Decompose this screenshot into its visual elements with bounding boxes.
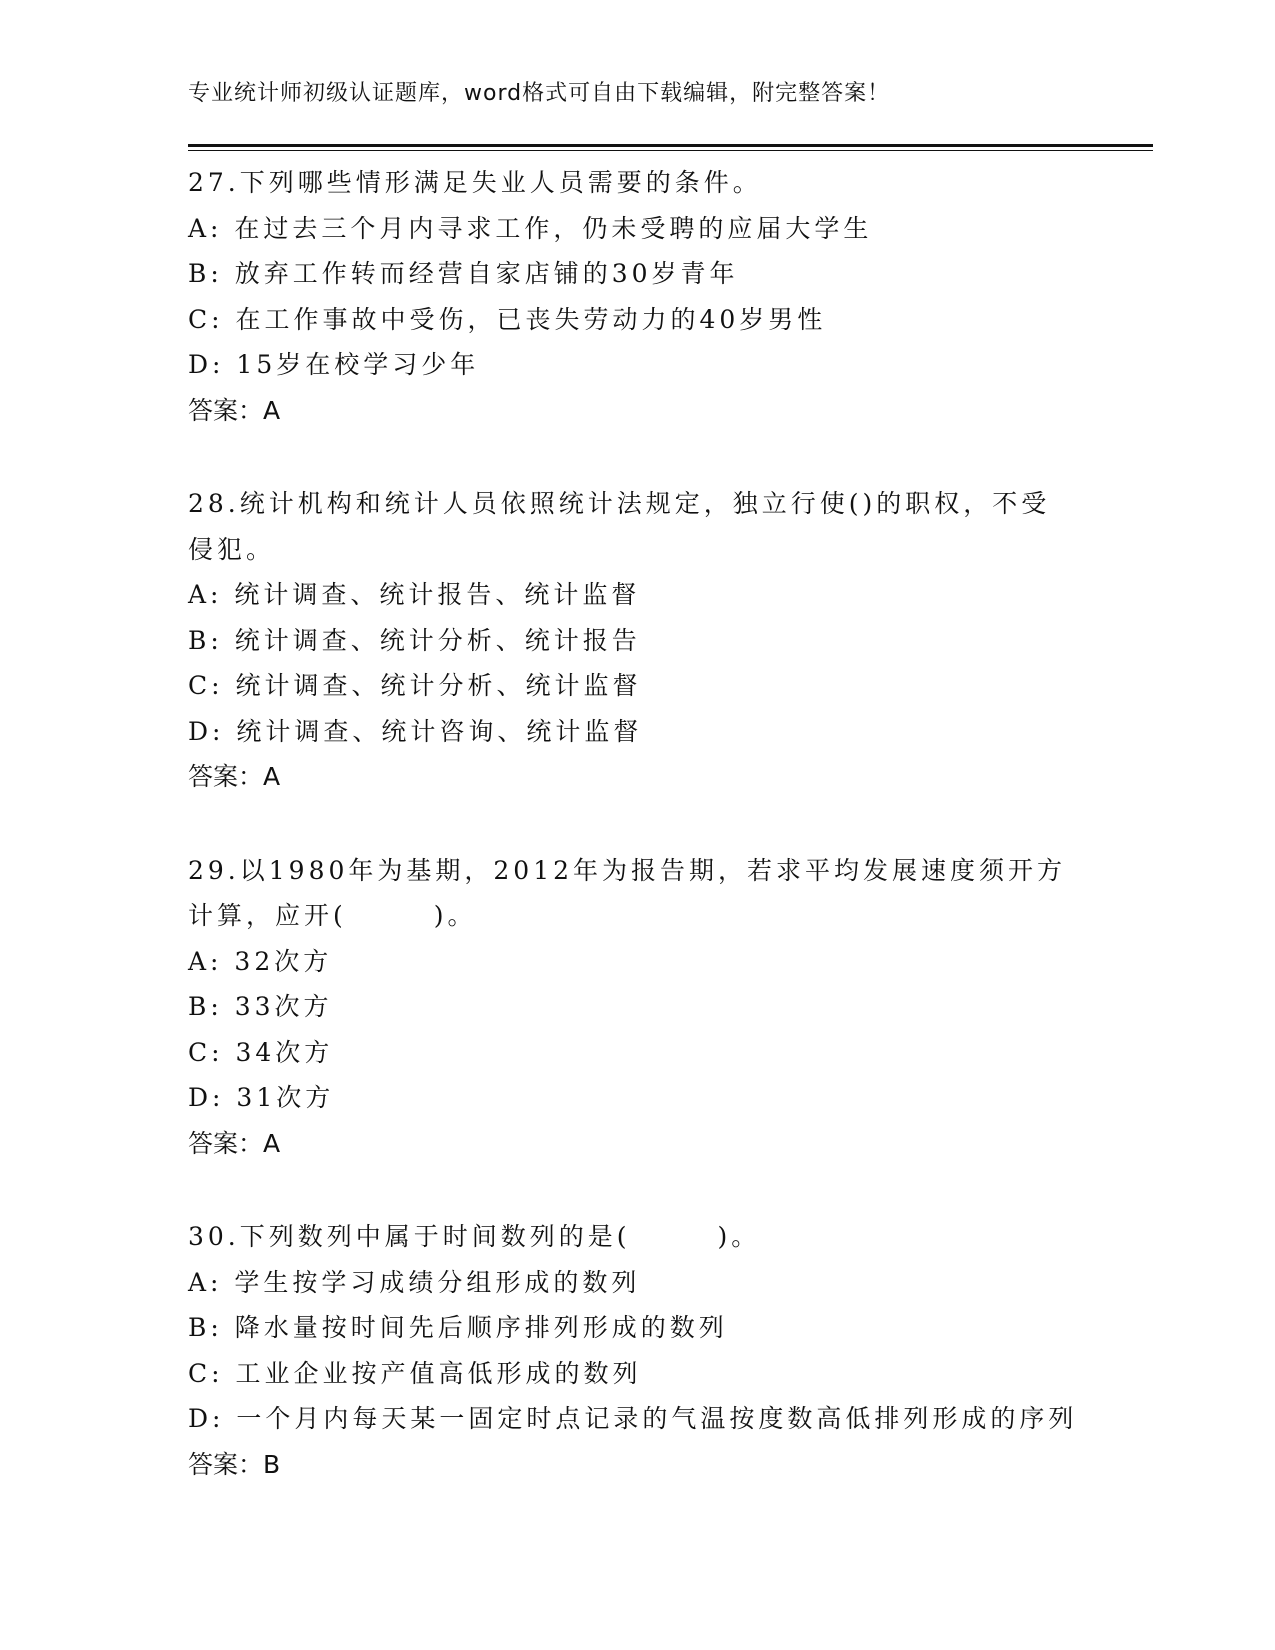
question-stem: 28.统计机构和统计人员依照统计法规定，独立行使()的职权，不受侵犯。 xyxy=(188,489,1051,564)
option-b: B: 放弃工作转而经营自家店铺的30岁青年 xyxy=(188,259,739,288)
question-28 xyxy=(188,481,1088,800)
option-d: D: 15岁在校学习少年 xyxy=(188,350,480,379)
option-b: B: 统计调查、统计分析、统计报告 xyxy=(188,625,641,655)
option-a: A: 学生按学习成绩分组形成的数列 xyxy=(188,1267,641,1297)
answer: 答案：A xyxy=(188,762,281,791)
option-c: C: 34次方 xyxy=(188,1037,334,1067)
option-d: D: 一个月内每天某一固定时点记录的气温按度数高低排列形成的序列 xyxy=(188,1404,1078,1433)
option-c: C: 在工作事故中受伤，已丧失劳动力的40岁男性 xyxy=(188,304,827,334)
question-30 xyxy=(188,1214,1088,1487)
answer: 答案：A xyxy=(188,1128,281,1158)
answer: 答案：B xyxy=(188,1449,281,1479)
question-stem: 27.下列哪些情形满足失业人员需要的条件。 xyxy=(188,168,762,197)
option-a: A: 在过去三个月内寻求工作，仍未受聘的应届大学生 xyxy=(188,213,873,243)
question-29 xyxy=(188,848,1088,1167)
header-rule-thin xyxy=(188,150,1153,151)
option-a: A: 32次方 xyxy=(188,946,333,976)
option-c: C: 工业企业按产值高低形成的数列 xyxy=(188,1358,642,1388)
answer: 答案：A xyxy=(188,395,281,425)
option-b: B: 降水量按时间先后顺序排列形成的数列 xyxy=(188,1313,728,1342)
option-d: D: 31次方 xyxy=(188,1083,335,1112)
question-27 xyxy=(188,160,1088,433)
option-a: A: 统计调查、统计报告、统计监督 xyxy=(188,580,641,609)
question-list xyxy=(188,160,1088,1535)
question-stem: 29.以1980年为基期，2012年为报告期，若求平均发展速度须开方计算，应开( )。 xyxy=(188,855,1067,930)
page-header: 专业统计师初级认证题库，word格式可自由下载编辑，附完整答案！ xyxy=(188,81,891,106)
option-d: D: 统计调查、统计咨询、统计监督 xyxy=(188,716,643,746)
option-b: B: 33次方 xyxy=(188,992,333,1021)
question-stem: 30.下列数列中属于时间数列的是( )。 xyxy=(188,1222,761,1251)
option-c: C: 统计调查、统计分析、统计监督 xyxy=(188,671,642,700)
header-rule-thick xyxy=(188,144,1153,147)
